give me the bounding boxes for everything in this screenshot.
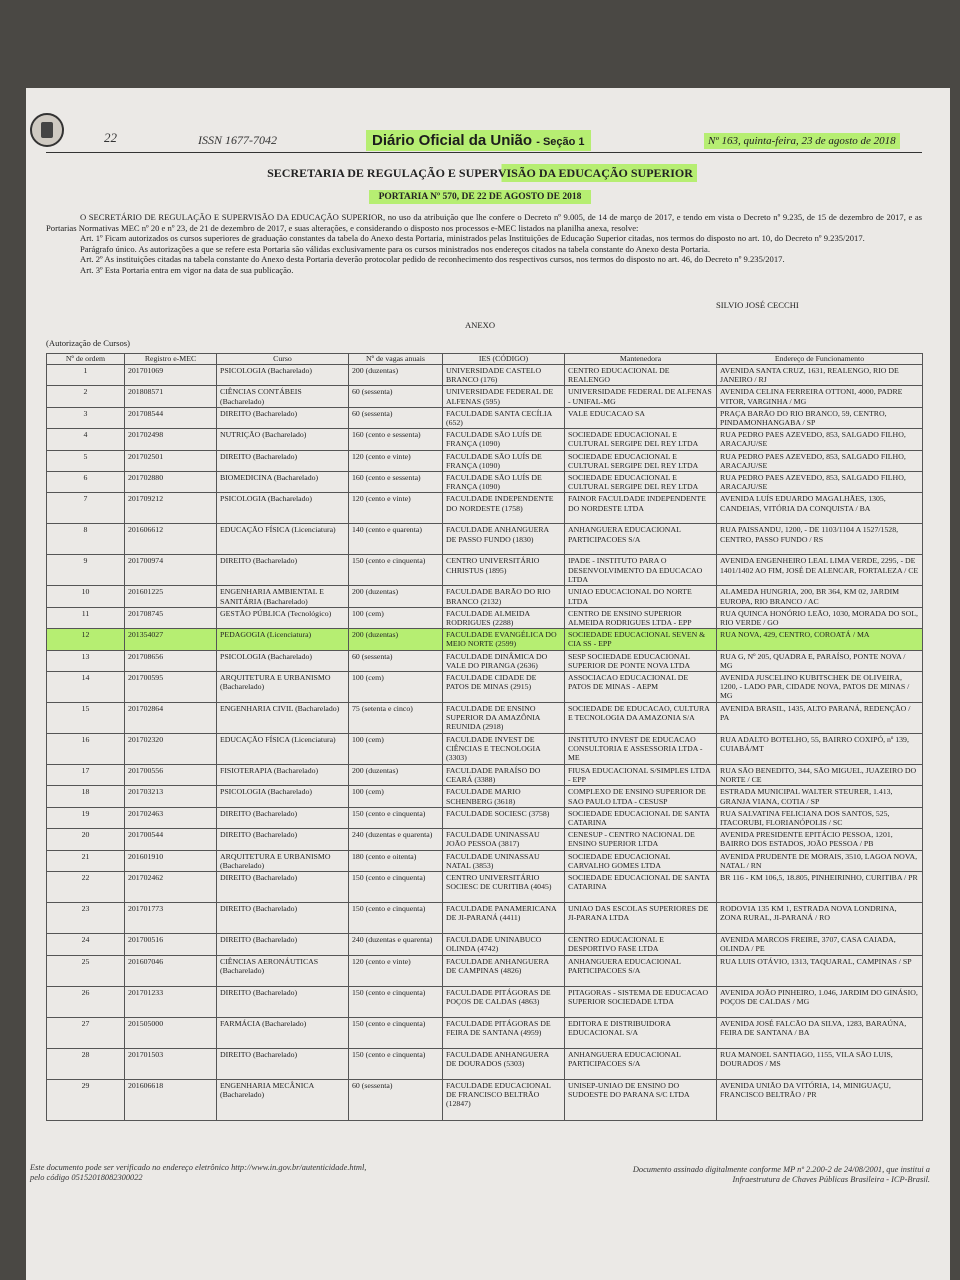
table-row xyxy=(47,955,923,986)
table-cell: AVENIDA MARCOS FREIRE, 3707, CASA CAIADA, OLINDA / PE xyxy=(717,934,923,955)
table-cell: FARMÁCIA (Bacharelado) xyxy=(217,1017,349,1048)
table-cell: FACULDADE PANAMERICANA DE JI-PARANÁ (4411) xyxy=(443,903,565,934)
table-cell: 201701503 xyxy=(125,1048,217,1079)
table-cell: 201702462 xyxy=(125,872,217,903)
table-cell: FACULDADE SÃO LUÍS DE FRANÇA (1090) xyxy=(443,450,565,471)
table-cell: DIREITO (Bacharelado) xyxy=(217,903,349,934)
table-cell: PSICOLOGIA (Bacharelado) xyxy=(217,786,349,807)
table-cell: DIREITO (Bacharelado) xyxy=(217,807,349,828)
table-cell: UNIVERSIDADE CASTELO BRANCO (176) xyxy=(443,365,565,386)
portaria-title: PORTARIA Nº 570, DE 22 DE AGOSTO DE 2018 xyxy=(0,192,960,202)
table-cell: AVENIDA ENGENHEIRO LEAL LIMA VERDE, 2295, - DE 1401/1402 AO FIM, JOSÉ DE ALENCAR, FORTALEZA / CE xyxy=(717,555,923,586)
table-cell: AVENIDA SANTA CRUZ, 1631, REALENGO, RIO DE JANEIRO / RJ xyxy=(717,365,923,386)
table-cell: 200 (duzentas) xyxy=(349,629,443,650)
table-cell: 201701069 xyxy=(125,365,217,386)
table-cell: UNIAO EDUCACIONAL DO NORTE LTDA xyxy=(565,586,717,607)
table-cell: UNIAO DAS ESCOLAS SUPERIORES DE JI-PARANA LTDA xyxy=(565,903,717,934)
table-cell: IPADE - INSTITUTO PARA O DESENVOLVIMENTO DA EDUCACAO LTDA xyxy=(565,555,717,586)
table-cell: FACULDADE UNINABUCO OLINDA (4742) xyxy=(443,934,565,955)
table-cell: AVENIDA JOÃO PINHEIRO, 1.046, JARDIM DO GINÁSIO, POÇOS DE CALDAS / MG xyxy=(717,986,923,1017)
table-cell: AVENIDA JOSÉ FALCÃO DA SILVA, 1283, BARAÚNA, FEIRA DE SANTANA / BA xyxy=(717,1017,923,1048)
table-row xyxy=(47,903,923,934)
table-cell: SOCIEDADE EDUCACIONAL E CULTURAL SERGIPE DEL REY LTDA xyxy=(565,429,717,450)
portaria-body xyxy=(46,212,922,276)
table-cell: DIREITO (Bacharelado) xyxy=(217,829,349,850)
table-cell: FACULDADE UNINASSAU JOÃO PESSOA (3817) xyxy=(443,829,565,850)
table-cell: DIREITO (Bacharelado) xyxy=(217,1048,349,1079)
table-cell: 200 (duzentas) xyxy=(349,365,443,386)
table-cell: 201700544 xyxy=(125,829,217,850)
table-cell: 1 xyxy=(47,365,125,386)
table-cell: 201702320 xyxy=(125,734,217,765)
table-cell: RUA PEDRO PAES AZEVEDO, 853, SALGADO FILHO, ARACAJU/SE xyxy=(717,429,923,450)
table-row xyxy=(47,850,923,871)
table-cell: 201708745 xyxy=(125,607,217,628)
table-cell: GESTÃO PÚBLICA (Tecnológico) xyxy=(217,607,349,628)
table-cell: FACULDADE ANHANGUERA DE PASSO FUNDO (1830) xyxy=(443,524,565,555)
table-cell: ENGENHARIA CIVIL (Bacharelado) xyxy=(217,703,349,734)
table-row xyxy=(47,429,923,450)
table-cell: FACULDADE DE ENSINO SUPERIOR DA AMAZÔNIA REUNIDA (2918) xyxy=(443,703,565,734)
table-cell: 201808571 xyxy=(125,386,217,407)
table-cell: AVENIDA PRUDENTE DE MORAIS, 3510, LAGOA NOVA, NATAL / RN xyxy=(717,850,923,871)
table-cell: AVENIDA UNIÃO DA VITÓRIA, 14, MINIGUAÇU, FRANCISCO BELTRÃO / PR xyxy=(717,1079,923,1120)
paragraph: Art. 1º Ficam autorizados os cursos superiores de graduação constantes da tabela do Anexo desta Portaria, ministrados pelas Instituições de Educação Superior citadas, nos termos do disposto no art. 10, do Decreto nº 9.235/2017. xyxy=(80,233,865,244)
table-cell: 3 xyxy=(47,407,125,428)
table-cell: RUA SALVATINA FELICIANA DOS SANTOS, 525, ITACORUBI, FLORIANÓPOLIS / SC xyxy=(717,807,923,828)
table-cell: 18 xyxy=(47,786,125,807)
courses-table xyxy=(46,353,923,1121)
table-cell: 5 xyxy=(47,450,125,471)
table-cell: FACULDADE SANTA CECÍLIA (652) xyxy=(443,407,565,428)
table-cell: FACULDADE SOCIESC (3758) xyxy=(443,807,565,828)
table-cell: PRAÇA BARÃO DO RIO BRANCO, 59, CENTRO, PINDAMONHANGABA / SP xyxy=(717,407,923,428)
table-cell: ANHANGUERA EDUCACIONAL PARTICIPACOES S/A xyxy=(565,1048,717,1079)
table-cell: UNIVERSIDADE FEDERAL DE ALFENAS - UNIFAL-MG xyxy=(565,386,717,407)
table-cell: RUA QUINCA HONÓRIO LEÃO, 1030, MORADA DO SOL, RIO VERDE / GO xyxy=(717,607,923,628)
table-row xyxy=(47,807,923,828)
table-cell: DIREITO (Bacharelado) xyxy=(217,934,349,955)
table-row xyxy=(47,986,923,1017)
table-cell: ENGENHARIA AMBIENTAL E SANITÁRIA (Bacharelado) xyxy=(217,586,349,607)
table-cell: 201708544 xyxy=(125,407,217,428)
table-cell: BR 116 - KM 106,5, 18.805, PINHEIRINHO, CURITIBA / PR xyxy=(717,872,923,903)
table-cell: PEDAGOGIA (Licenciatura) xyxy=(217,629,349,650)
table-cell: RUA PEDRO PAES AZEVEDO, 853, SALGADO FILHO, ARACAJU/SE xyxy=(717,450,923,471)
table-cell: 201601225 xyxy=(125,586,217,607)
table-cell: 140 (cento e quarenta) xyxy=(349,524,443,555)
table-cell: 100 (cem) xyxy=(349,607,443,628)
table-row xyxy=(47,386,923,407)
table-cell: 60 (sessenta) xyxy=(349,386,443,407)
table-cell: 120 (cento e vinte) xyxy=(349,450,443,471)
table-cell: 150 (cento e cinquenta) xyxy=(349,807,443,828)
table-cell: SOCIEDADE EDUCACIONAL CARVALHO GOMES LTDA xyxy=(565,850,717,871)
table-cell: FACULDADE UNINASSAU NATAL (3853) xyxy=(443,850,565,871)
paragraph: Art. 3º Esta Portaria entra em vigor na data de sua publicação. xyxy=(80,264,294,275)
table-cell: SOCIEDADE EDUCACIONAL DE SANTA CATARINA xyxy=(565,872,717,903)
table-cell: FACULDADE ALMEIDA RODRIGUES (2288) xyxy=(443,607,565,628)
table-row xyxy=(47,734,923,765)
column-header: Mantenedora xyxy=(565,354,717,365)
table-cell: AVENIDA BRASIL, 1435, ALTO PARANÁ, REDENÇÃO / PA xyxy=(717,703,923,734)
table-cell: CENTRO DE ENSINO SUPERIOR ALMEIDA RODRIGUES LTDA - EPP xyxy=(565,607,717,628)
table-cell: PSICOLOGIA (Bacharelado) xyxy=(217,493,349,524)
table-cell: RUA ADALTO BOTELHO, 55, BAIRRO COXIPÓ, nº 139, CUIABÁ/MT xyxy=(717,734,923,765)
secretaria-title: SECRETARIA DE REGULAÇÃO E SUPERVISÃO DA EDUCAÇÃO SUPERIOR xyxy=(0,166,960,181)
table-body xyxy=(47,365,923,1121)
table-cell: RUA NOVA, 429, CENTRO, COROATÁ / MA xyxy=(717,629,923,650)
table-row xyxy=(47,786,923,807)
table-cell: ANHANGUERA EDUCACIONAL PARTICIPACOES S/A xyxy=(565,955,717,986)
table-cell: 19 xyxy=(47,807,125,828)
table-cell: 8 xyxy=(47,524,125,555)
table-cell: 7 xyxy=(47,493,125,524)
table-cell: FACULDADE INDEPENDENTE DO NORDESTE (1758) xyxy=(443,493,565,524)
table-cell: PSICOLOGIA (Bacharelado) xyxy=(217,365,349,386)
table-cell: 201606612 xyxy=(125,524,217,555)
table-row xyxy=(47,450,923,471)
table-cell: DIREITO (Bacharelado) xyxy=(217,872,349,903)
table-row xyxy=(47,493,923,524)
table-cell: CENTRO EDUCACIONAL DE REALENGO xyxy=(565,365,717,386)
table-cell: ASSOCIACAO EDUCACIONAL DE PATOS DE MINAS - AEPM xyxy=(565,672,717,703)
table-cell: 201700556 xyxy=(125,765,217,786)
table-cell: FAINOR FACULDADE INDEPENDENTE DO NORDESTE LTDA xyxy=(565,493,717,524)
table-cell: 23 xyxy=(47,903,125,934)
table-cell: 17 xyxy=(47,765,125,786)
table-cell: 12 xyxy=(47,629,125,650)
table-cell: CIÊNCIAS AERONÁUTICAS (Bacharelado) xyxy=(217,955,349,986)
table-cell: 201709212 xyxy=(125,493,217,524)
table-cell: 2 xyxy=(47,386,125,407)
table-cell: FACULDADE PITÁGORAS DE POÇOS DE CALDAS (4863) xyxy=(443,986,565,1017)
table-cell: 201701773 xyxy=(125,903,217,934)
table-cell: 150 (cento e cinquenta) xyxy=(349,903,443,934)
table-cell: 150 (cento e cinquenta) xyxy=(349,1017,443,1048)
table-cell: FACULDADE DINÂMICA DO VALE DO PIRANGA (2636) xyxy=(443,650,565,671)
table-cell: RUA SÃO BENEDITO, 344, SÃO MIGUEL, JUAZEIRO DO NORTE / CE xyxy=(717,765,923,786)
table-cell: 100 (cem) xyxy=(349,672,443,703)
table-cell: 29 xyxy=(47,1079,125,1120)
table-cell: FISIOTERAPIA (Bacharelado) xyxy=(217,765,349,786)
issue-info: Nº 163, quinta-feira, 23 de agosto de 2018 xyxy=(704,133,900,149)
table-cell: BIOMEDICINA (Bacharelado) xyxy=(217,472,349,493)
table-cell: FACULDADE MARIO SCHENBERG (3618) xyxy=(443,786,565,807)
table-cell: SOCIEDADE EDUCACIONAL E CULTURAL SERGIPE DEL REY LTDA xyxy=(565,472,717,493)
table-cell: 200 (duzentas) xyxy=(349,765,443,786)
table-cell: 6 xyxy=(47,472,125,493)
table-cell: 201606618 xyxy=(125,1079,217,1120)
table-cell: RODOVIA 135 KM 1, ESTRADA NOVA LONDRINA, ZONA RURAL, JI-PARANÁ / RO xyxy=(717,903,923,934)
table-cell: 16 xyxy=(47,734,125,765)
header-rule xyxy=(46,152,922,153)
table-cell: DIREITO (Bacharelado) xyxy=(217,407,349,428)
table-cell: 10 xyxy=(47,586,125,607)
table-cell: 120 (cento e vinte) xyxy=(349,955,443,986)
table-row xyxy=(47,934,923,955)
table-cell: 25 xyxy=(47,955,125,986)
paragraph: O SECRETÁRIO DE REGULAÇÃO E SUPERVISÃO DA EDUCAÇÃO SUPERIOR, no uso da atribuição que lhe confere o Decreto nº 9.005, de 14 de março de 2017, e tendo em vista o Decreto nº 9.235, de 15 de dezembro de 2017, e as Portarias Normativas MEC nº 20 e nº 23, de 21 de dezembro de 2017, e suas alterações, e considerando o disposto nos processos e-MEC listados na planilha anexa, resolve: xyxy=(46,212,922,233)
table-row xyxy=(47,407,923,428)
table-cell: UNIVERSIDADE FEDERAL DE ALFENAS (595) xyxy=(443,386,565,407)
table-cell: FACULDADE PARAÍSO DO CEARÁ (3388) xyxy=(443,765,565,786)
table-cell: DIREITO (Bacharelado) xyxy=(217,555,349,586)
table-cell: 160 (cento e sessenta) xyxy=(349,429,443,450)
table-cell: FACULDADE EVANGÉLICA DO MEIO NORTE (2599) xyxy=(443,629,565,650)
table-cell: ARQUITETURA E URBANISMO (Bacharelado) xyxy=(217,850,349,871)
table-row xyxy=(47,586,923,607)
table-row xyxy=(47,703,923,734)
table-cell: CENESUP - CENTRO NACIONAL DE ENSINO SUPERIOR LTDA xyxy=(565,829,717,850)
table-cell: DIREITO (Bacharelado) xyxy=(217,450,349,471)
table-row xyxy=(47,365,923,386)
table-cell: CIÊNCIAS CONTÁBEIS (Bacharelado) xyxy=(217,386,349,407)
table-cell: 27 xyxy=(47,1017,125,1048)
paragraph: Art. 2º As instituições citadas na tabela constante do Anexo desta Portaria deverão protocolar pedido de reconhecimento dos respectivos cursos, nos termos do disposto no art. 46, do Decreto nº 9.235/2017. xyxy=(80,254,785,265)
table-header-row xyxy=(47,354,923,365)
journal-section: - Seção 1 xyxy=(536,136,585,148)
table-cell: 201702864 xyxy=(125,703,217,734)
table-cell: 201702501 xyxy=(125,450,217,471)
table-row xyxy=(47,555,923,586)
table-cell: CENTRO EDUCACIONAL E DESPORTIVO FASE LTDA xyxy=(565,934,717,955)
table-cell: COMPLEXO DE ENSINO SUPERIOR DE SAO PAULO LTDA - CESUSP xyxy=(565,786,717,807)
table-cell: 201701233 xyxy=(125,986,217,1017)
table-cell: 21 xyxy=(47,850,125,871)
table-row xyxy=(47,872,923,903)
table-cell: 60 (sessenta) xyxy=(349,650,443,671)
table-cell: ENGENHARIA MECÂNICA (Bacharelado) xyxy=(217,1079,349,1120)
column-header: IES (CÓDIGO) xyxy=(443,354,565,365)
table-cell: 200 (duzentas) xyxy=(349,586,443,607)
table-cell: 13 xyxy=(47,650,125,671)
table-cell: SOCIEDADE EDUCACIONAL SEVEN & CIA SS - EPP xyxy=(565,629,717,650)
table-cell: 201700516 xyxy=(125,934,217,955)
table-cell: PITAGORAS - SISTEMA DE EDUCACAO SUPERIOR SOCIEDADE LTDA xyxy=(565,986,717,1017)
table-cell: RUA PAISSANDU, 1200, - DE 1103/1104 A 1527/1528, CENTRO, PASSO FUNDO / RS xyxy=(717,524,923,555)
table-cell: FACULDADE PITÁGORAS DE FEIRA DE SANTANA (4959) xyxy=(443,1017,565,1048)
table-cell: 201703213 xyxy=(125,786,217,807)
table-cell: FACULDADE SÃO LUÍS DE FRANÇA (1090) xyxy=(443,429,565,450)
column-header: Curso xyxy=(217,354,349,365)
table-cell: CENTRO UNIVERSITÁRIO CHRISTUS (1895) xyxy=(443,555,565,586)
table-cell: 160 (cento e sessenta) xyxy=(349,472,443,493)
table-cell: FACULDADE EDUCACIONAL DE FRANCISCO BELTRÃO (12847) xyxy=(443,1079,565,1120)
table-cell: NUTRIÇÃO (Bacharelado) xyxy=(217,429,349,450)
table-cell: 11 xyxy=(47,607,125,628)
table-row xyxy=(47,650,923,671)
table-cell: FIUSA EDUCACIONAL S/SIMPLES LTDA - EPP xyxy=(565,765,717,786)
table-cell: 22 xyxy=(47,872,125,903)
table-cell: 150 (cento e cinquenta) xyxy=(349,555,443,586)
page-number: 22 xyxy=(104,130,117,145)
table-row xyxy=(47,1048,923,1079)
table-cell: 201607046 xyxy=(125,955,217,986)
table-row xyxy=(47,765,923,786)
table-cell: DIREITO (Bacharelado) xyxy=(217,986,349,1017)
column-header: Endereço de Funcionamento xyxy=(717,354,923,365)
table-cell: RUA G, Nº 205, QUADRA E, PARAÍSO, PONTE NOVA / MG xyxy=(717,650,923,671)
table-cell: 201700595 xyxy=(125,672,217,703)
table-cell: PSICOLOGIA (Bacharelado) xyxy=(217,650,349,671)
table-cell: ARQUITETURA E URBANISMO (Bacharelado) xyxy=(217,672,349,703)
table-cell: AVENIDA PRESIDENTE EPITÁCIO PESSOA, 1201, BAIRRO DOS ESTADOS, JOÃO PESSOA / PB xyxy=(717,829,923,850)
table-cell: ALAMEDA HUNGRIA, 200, BR 364, KM 02, JARDIM EUROPA, RIO BRANCO / AC xyxy=(717,586,923,607)
table-cell: 201505000 xyxy=(125,1017,217,1048)
verification-note: Este documento pode ser verificado no endereço eletrônico http://www.in.gov.br/autenticidade.html, pelo código 05152018082300022 xyxy=(30,1163,367,1182)
table-cell: 120 (cento e vinte) xyxy=(349,493,443,524)
table-cell: 100 (cem) xyxy=(349,734,443,765)
table-cell: 14 xyxy=(47,672,125,703)
table-cell: 150 (cento e cinquenta) xyxy=(349,1048,443,1079)
table-cell: RUA LUIS OTÁVIO, 1313, TAQUARAL, CAMPINAS / SP xyxy=(717,955,923,986)
table-cell: SOCIEDADE EDUCACIONAL E CULTURAL SERGIPE DEL REY LTDA xyxy=(565,450,717,471)
issn: ISSN 1677-7042 xyxy=(198,133,277,147)
table-cell: 180 (cento e oitenta) xyxy=(349,850,443,871)
table-cell: 100 (cem) xyxy=(349,786,443,807)
table-cell: FACULDADE INVEST DE CIÊNCIAS E TECNOLOGIA (3303) xyxy=(443,734,565,765)
table-cell: 150 (cento e cinquenta) xyxy=(349,872,443,903)
table-cell: 240 (duzentas e quarenta) xyxy=(349,934,443,955)
table-cell: UNISEP-UNIAO DE ENSINO DO SUDOESTE DO PARANA S/C LTDA xyxy=(565,1079,717,1120)
table-cell: RUA PEDRO PAES AZEVEDO, 853, SALGADO FILHO, ARACAJU/SE xyxy=(717,472,923,493)
table-row xyxy=(47,524,923,555)
table-cell: 201601910 xyxy=(125,850,217,871)
signature: SILVIO JOSÉ CECCHI xyxy=(716,300,799,310)
table-row xyxy=(47,672,923,703)
digital-signature-note: Documento assinado digitalmente conforme MP nº 2.200-2 de 24/08/2001, que institui a Infraestrutura de Chaves Públicas Brasileira - ICP-Brasil. xyxy=(632,1165,930,1184)
table-cell: AVENIDA LUÍS EDUARDO MAGALHÃES, 1305, CANDEIAS, VITÓRIA DA CONQUISTA / BA xyxy=(717,493,923,524)
table-cell: ESTRADA MUNICIPAL WALTER STEURER, 1.413, GRANJA VIANA, COTIA / SP xyxy=(717,786,923,807)
journal-name: Diário Oficial da União xyxy=(372,132,533,149)
journal-title xyxy=(366,130,591,151)
table-cell: 9 xyxy=(47,555,125,586)
table-cell: 150 (cento e cinquenta) xyxy=(349,986,443,1017)
table-cell: 28 xyxy=(47,1048,125,1079)
table-cell: FACULDADE CIDADE DE PATOS DE MINAS (2915) xyxy=(443,672,565,703)
table-cell: 15 xyxy=(47,703,125,734)
table-cell: 201702880 xyxy=(125,472,217,493)
paragraph: Parágrafo único. As autorizações a que se refere esta Portaria são válidas exclusivamente para os cursos ministrados nos endereços citados na tabela constante do Anexo desta Portaria. xyxy=(80,243,710,254)
table-row xyxy=(47,629,923,650)
table-cell: 4 xyxy=(47,429,125,450)
column-header: Nº de vagas anuais xyxy=(349,354,443,365)
table-cell: 60 (sessenta) xyxy=(349,1079,443,1120)
table-cell: AVENIDA CELINA FERREIRA OTTONI, 4000, PADRE VITOR, VARGINHA / MG xyxy=(717,386,923,407)
anexo-subtitle: (Autorização de Cursos) xyxy=(46,338,130,348)
table-cell: FACULDADE ANHANGUERA DE DOURADOS (5303) xyxy=(443,1048,565,1079)
table-cell: 201708656 xyxy=(125,650,217,671)
table-cell: FACULDADE ANHANGUERA DE CAMPINAS (4826) xyxy=(443,955,565,986)
table-cell: SOCIEDADE EDUCACIONAL DE SANTA CATARINA xyxy=(565,807,717,828)
table-cell: INSTITUTO INVEST DE EDUCACAO CONSULTORIA E ASSESSORIA LTDA - ME xyxy=(565,734,717,765)
table-cell: SESP SOCIEDADE EDUCACIONAL SUPERIOR DE PONTE NOVA LTDA xyxy=(565,650,717,671)
table-row xyxy=(47,829,923,850)
table-cell: 20 xyxy=(47,829,125,850)
table-cell: FACULDADE BARÃO DO RIO BRANCO (2132) xyxy=(443,586,565,607)
table-cell: EDUCAÇÃO FÍSICA (Licenciatura) xyxy=(217,524,349,555)
table-cell: ANHANGUERA EDUCACIONAL PARTICIPACOES S/A xyxy=(565,524,717,555)
table-cell: 26 xyxy=(47,986,125,1017)
table-cell: 24 xyxy=(47,934,125,955)
table-cell: SOCIEDADE DE EDUCACAO, CULTURA E TECNOLOGIA DA AMAZONIA S/A xyxy=(565,703,717,734)
table-cell: 60 (sessenta) xyxy=(349,407,443,428)
table-cell: VALE EDUCACAO SA xyxy=(565,407,717,428)
table-row xyxy=(47,607,923,628)
table-cell: CENTRO UNIVERSITÁRIO SOCIESC DE CURITIBA (4045) xyxy=(443,872,565,903)
table-cell: FACULDADE SÃO LUÍS DE FRANÇA (1090) xyxy=(443,472,565,493)
table-row xyxy=(47,1079,923,1120)
table-cell: 201702463 xyxy=(125,807,217,828)
anexo-title: ANEXO xyxy=(464,320,496,330)
table-cell: 201354027 xyxy=(125,629,217,650)
table-cell: EDUCAÇÃO FÍSICA (Licenciatura) xyxy=(217,734,349,765)
table-cell: 201702498 xyxy=(125,429,217,450)
table-row xyxy=(47,472,923,493)
table-cell: 75 (setenta e cinco) xyxy=(349,703,443,734)
national-press-seal-icon xyxy=(30,113,64,147)
column-header: Nº de ordem xyxy=(47,354,125,365)
table-cell: RUA MANOEL SANTIAGO, 1155, VILA SÃO LUIS, DOURADOS / MS xyxy=(717,1048,923,1079)
table-cell: 201700974 xyxy=(125,555,217,586)
column-header: Registro e-MEC xyxy=(125,354,217,365)
table-cell: EDITORA E DISTRIBUIDORA EDUCACIONAL S/A xyxy=(565,1017,717,1048)
table-cell: AVENIDA JUSCELINO KUBITSCHEK DE OLIVEIRA, 1200, - LADO PAR, CIDADE NOVA, PATOS DE MINAS / MG xyxy=(717,672,923,703)
table-row xyxy=(47,1017,923,1048)
table-cell: 240 (duzentas e quarenta) xyxy=(349,829,443,850)
